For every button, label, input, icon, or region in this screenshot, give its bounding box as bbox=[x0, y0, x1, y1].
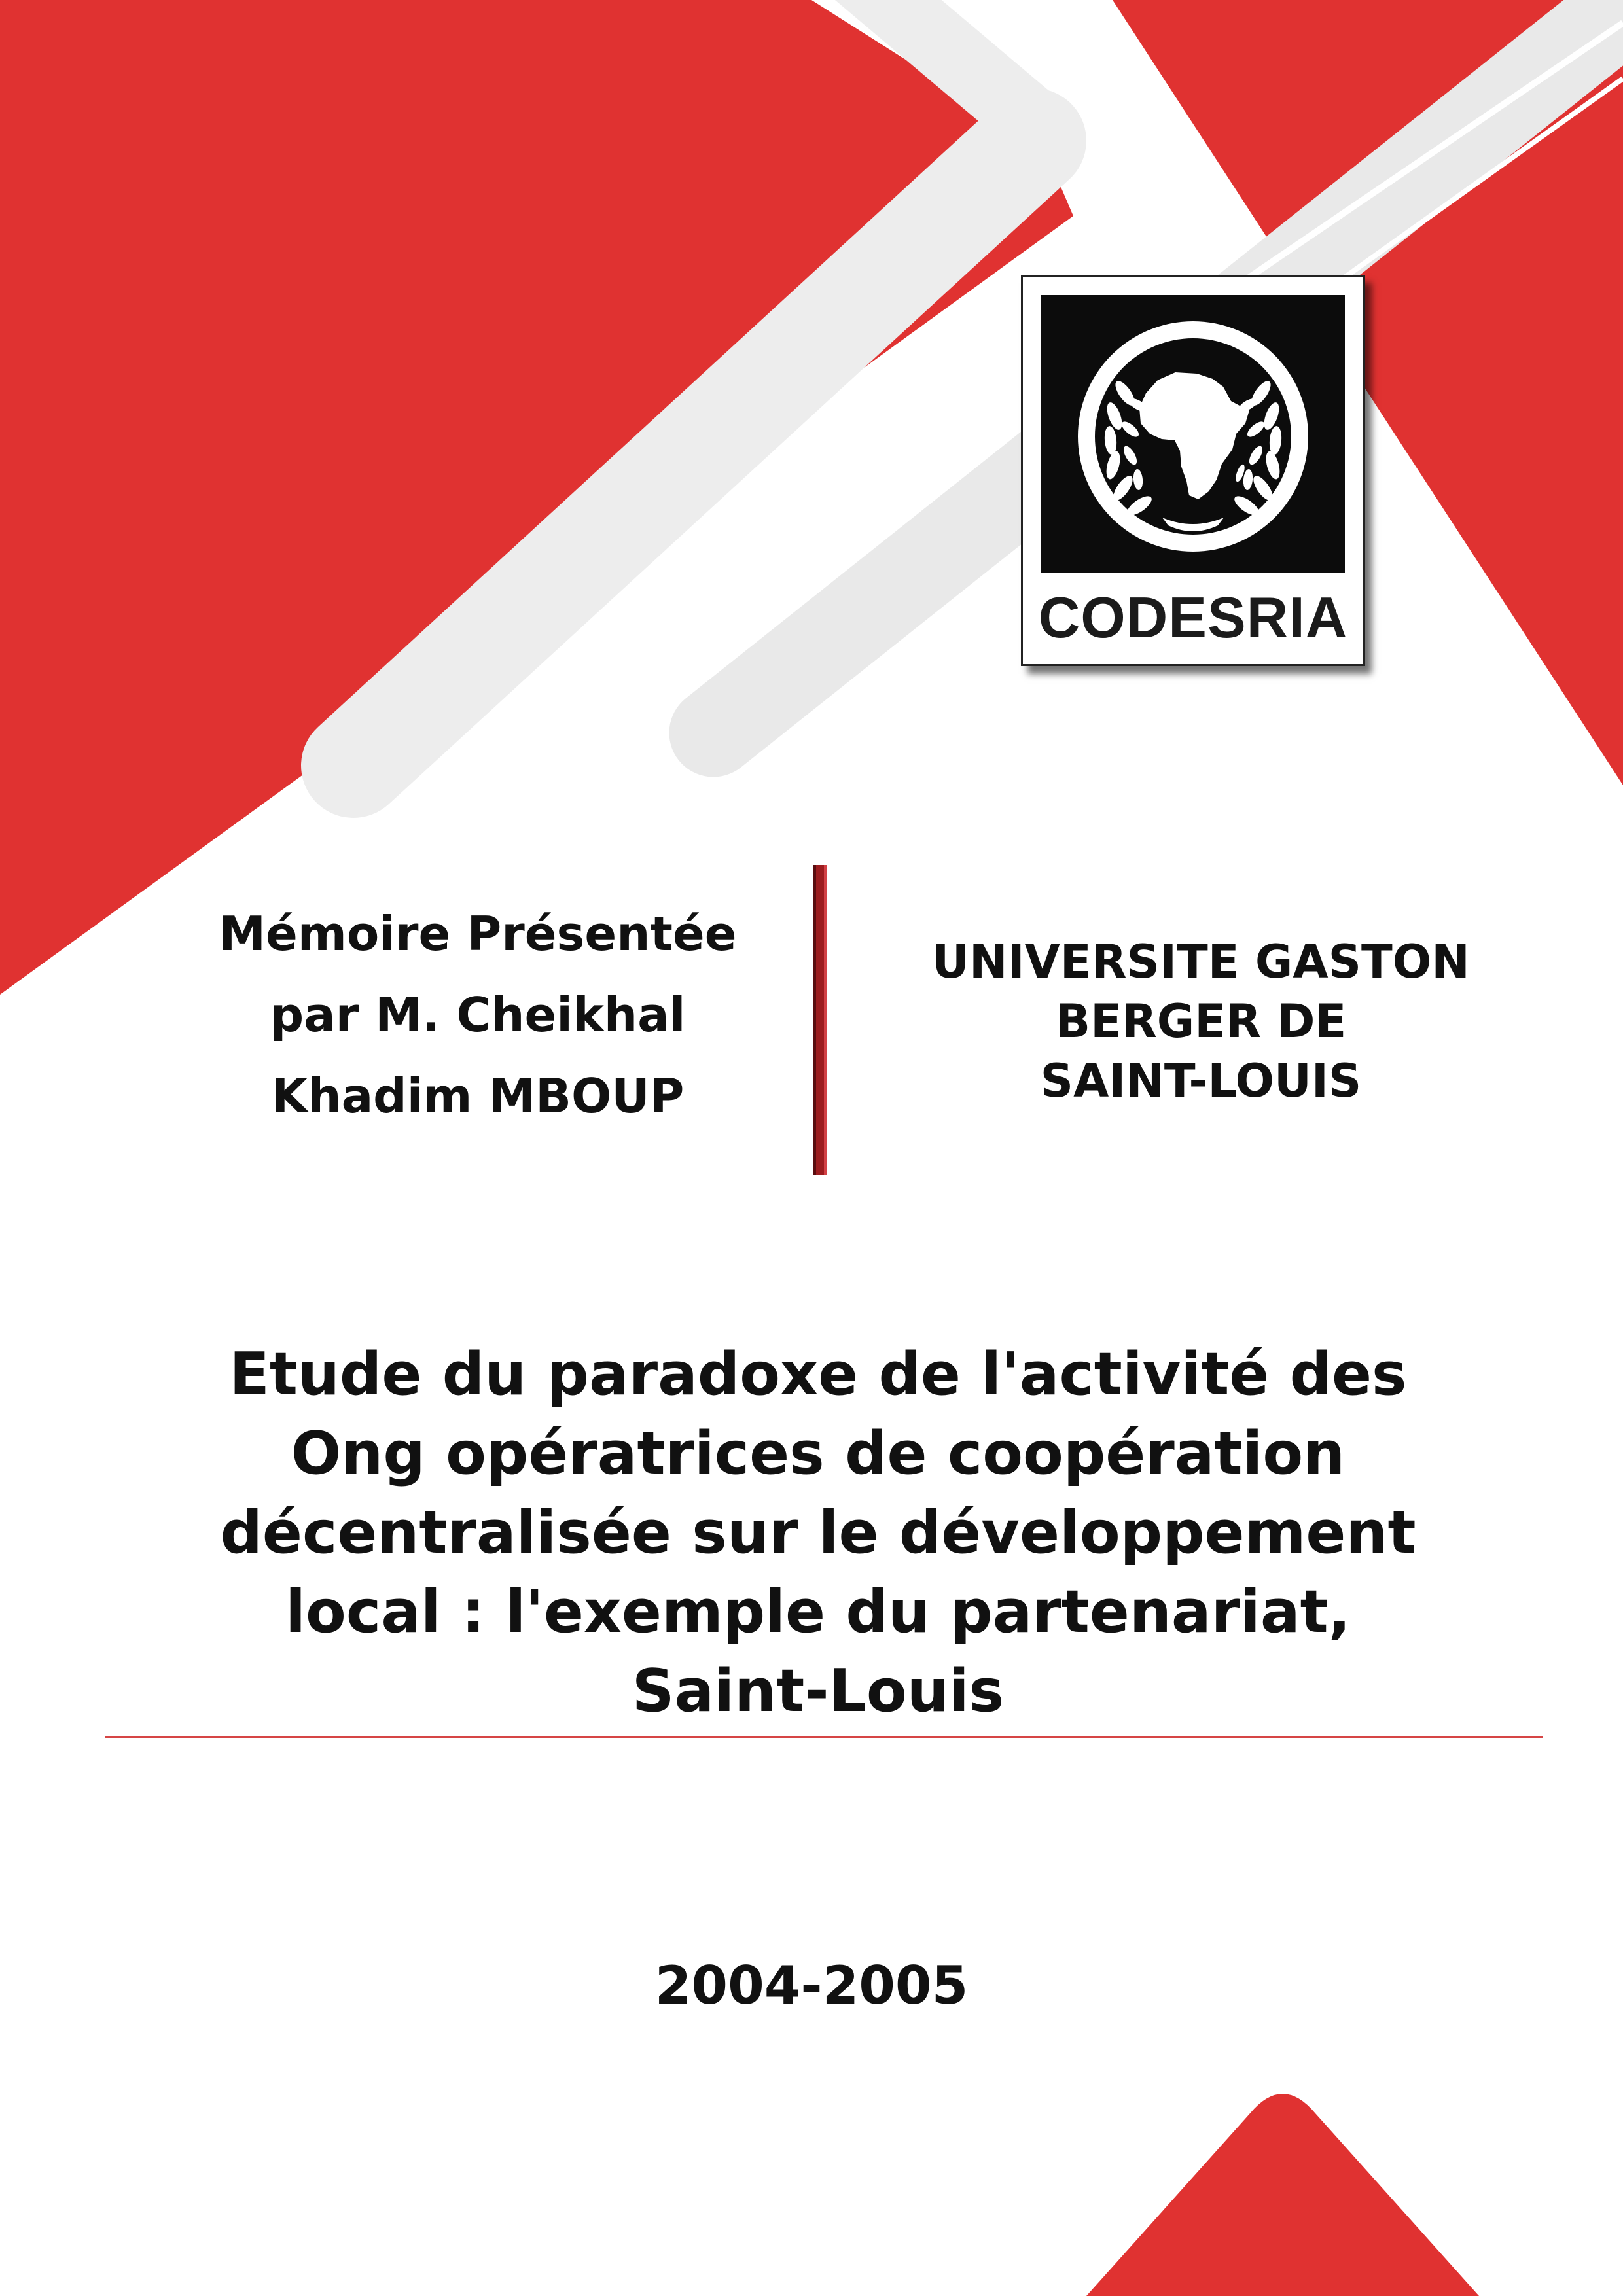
logo-text: CODESRIA bbox=[1038, 585, 1348, 650]
title-line: Etude du paradoxe de l'activité des bbox=[229, 1340, 1407, 1409]
title-line: décentralisée sur le développement bbox=[220, 1498, 1416, 1567]
title-line: local : l'exemple du partenariat, bbox=[285, 1578, 1351, 1646]
logo-emblem-panel bbox=[1041, 295, 1345, 573]
university-block bbox=[864, 932, 1538, 1111]
codesria-logo bbox=[1021, 275, 1365, 666]
red-banner-bottom bbox=[1086, 2094, 1479, 2296]
author-block bbox=[157, 893, 798, 1137]
university-line: UNIVERSITE GASTON bbox=[932, 935, 1470, 989]
title-line: Saint-Louis bbox=[632, 1657, 1005, 1725]
title-underline bbox=[105, 1736, 1543, 1738]
author-line: Mémoire Présentée bbox=[219, 906, 737, 961]
author-line: par M. Cheikhal bbox=[270, 987, 686, 1042]
university-line: SAINT-LOUIS bbox=[1040, 1054, 1362, 1108]
title-line: Ong opératrices de coopération bbox=[291, 1419, 1346, 1488]
red-banner-left bbox=[0, 0, 1073, 995]
vertical-divider bbox=[813, 865, 827, 1175]
thesis-title bbox=[98, 1335, 1538, 1731]
academic-year: 2004-2005 bbox=[654, 1955, 969, 2016]
author-line: Khadim MBOUP bbox=[271, 1069, 685, 1123]
university-line: BERGER DE bbox=[1055, 995, 1347, 1048]
africa-laurel-emblem-icon bbox=[1041, 295, 1345, 573]
